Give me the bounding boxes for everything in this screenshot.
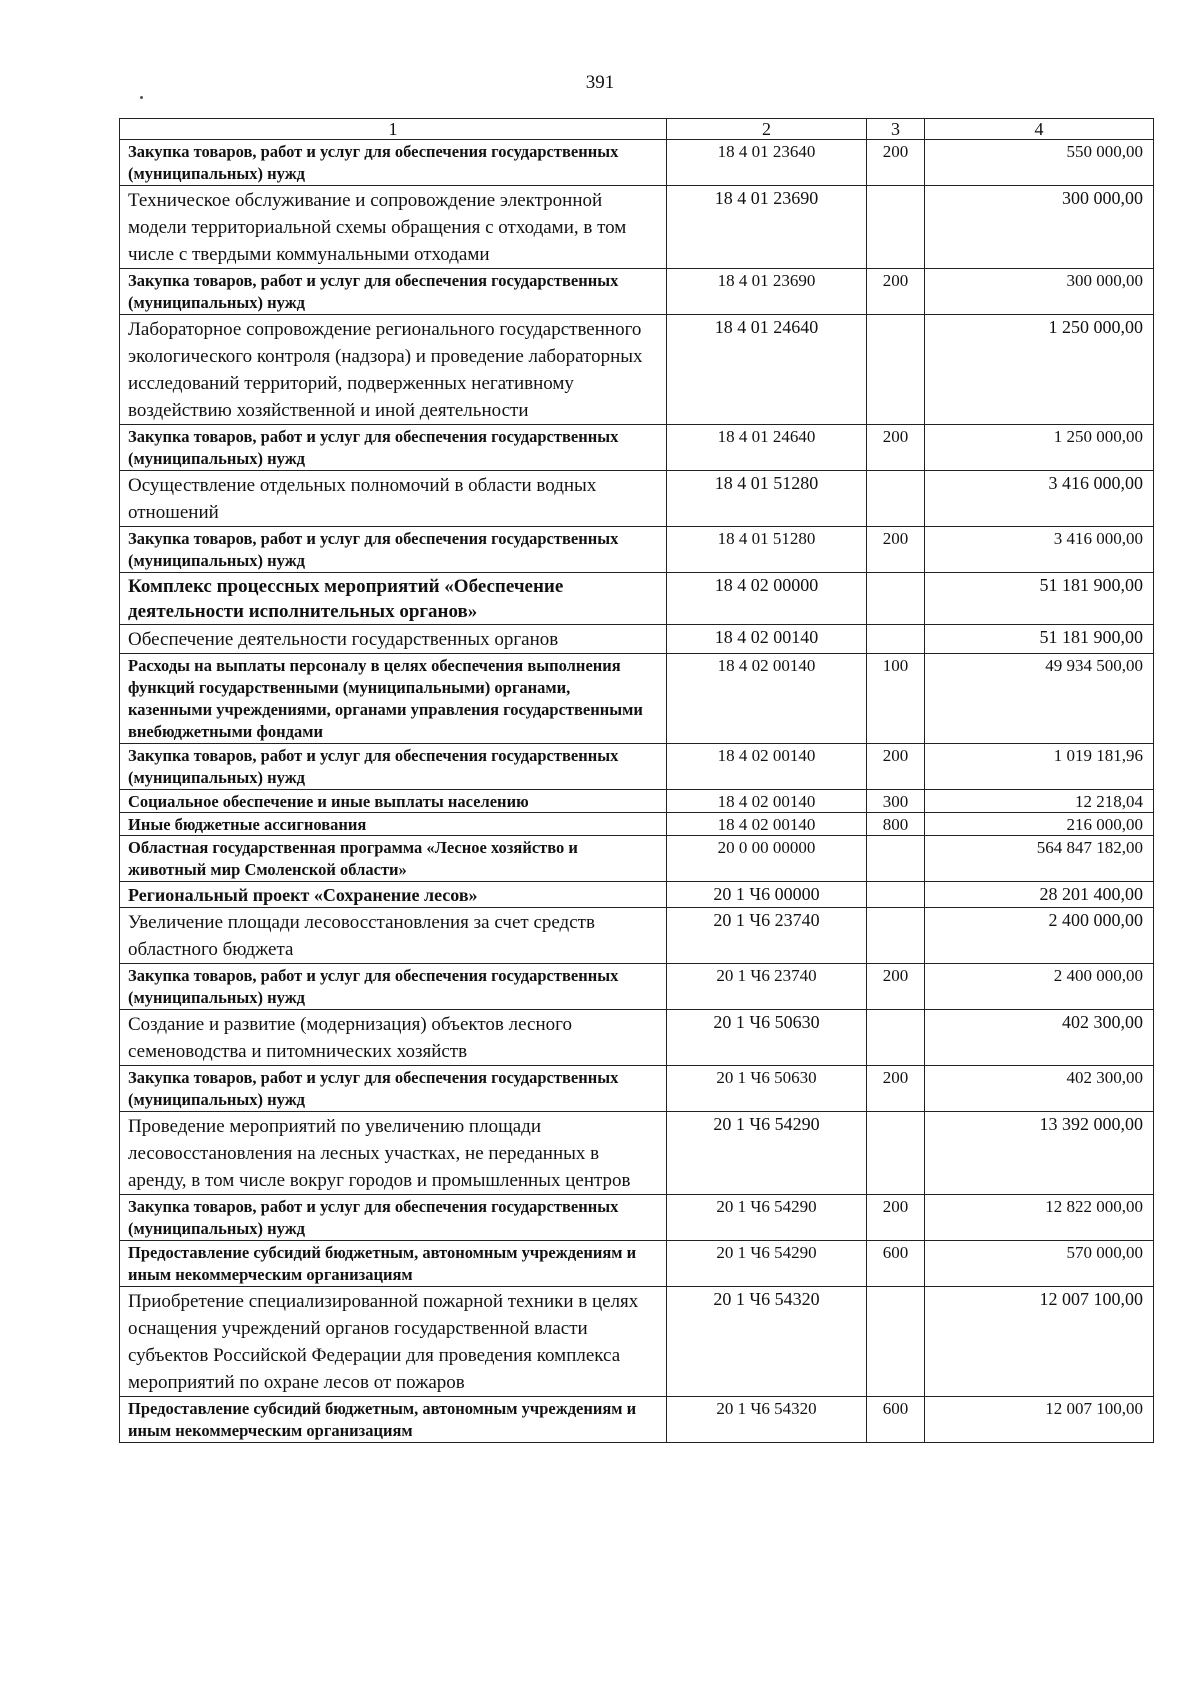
- code-cell: 20 1 Ч6 54290: [667, 1195, 867, 1241]
- amount-cell: 51 181 900,00: [925, 573, 1154, 625]
- table-row: [120, 813, 1154, 836]
- name-cell: Проведение мероприятий по увеличению площади лесовосстановления на лесных участках, не переданных в аренду, в том числе вокруг городов и промышленных центров: [120, 1112, 667, 1195]
- code-cell: 20 1 Ч6 54320: [667, 1287, 867, 1397]
- scan-mark: [140, 96, 143, 99]
- name-cell: Закупка товаров, работ и услуг для обеспечения государственных (муниципальных) нужд: [120, 744, 667, 790]
- page-number: 391: [585, 72, 615, 93]
- name-cell: Закупка товаров, работ и услуг для обеспечения государственных (муниципальных) нужд: [120, 269, 667, 315]
- amount-cell: 2 400 000,00: [925, 908, 1154, 964]
- expense-type-cell: 200: [867, 964, 925, 1010]
- amount-cell: 3 416 000,00: [925, 527, 1154, 573]
- header-col-1: 1: [120, 119, 667, 140]
- expense-type-cell: 200: [867, 140, 925, 186]
- table-header-row: [120, 119, 1154, 140]
- table-row: [120, 1010, 1154, 1066]
- code-cell: 18 4 02 00000: [667, 573, 867, 625]
- expense-type-cell: [867, 908, 925, 964]
- amount-cell: 300 000,00: [925, 186, 1154, 269]
- expense-type-cell: 800: [867, 813, 925, 836]
- expense-type-cell: 200: [867, 269, 925, 315]
- table-row: [120, 964, 1154, 1010]
- expense-type-cell: 200: [867, 744, 925, 790]
- code-cell: 20 0 00 00000: [667, 836, 867, 882]
- expense-type-cell: [867, 625, 925, 654]
- name-cell: Создание и развитие (модернизация) объектов лесного семеноводства и питомнических хозяйств: [120, 1010, 667, 1066]
- name-cell: Комплекс процессных мероприятий «Обеспечение деятельности исполнительных органов»: [120, 573, 667, 625]
- name-cell: Иные бюджетные ассигнования: [120, 813, 667, 836]
- expense-type-cell: [867, 471, 925, 527]
- code-cell: 20 1 Ч6 50630: [667, 1066, 867, 1112]
- name-cell: Региональный проект «Сохранение лесов»: [120, 882, 667, 908]
- code-cell: 20 1 Ч6 23740: [667, 964, 867, 1010]
- table-row: [120, 908, 1154, 964]
- code-cell: 18 4 02 00140: [667, 813, 867, 836]
- table-row: [120, 140, 1154, 186]
- name-cell: Предоставление субсидий бюджетным, автономным учреждениям и иным некоммерческим организациям: [120, 1397, 667, 1443]
- table-row: [120, 836, 1154, 882]
- name-cell: Закупка товаров, работ и услуг для обеспечения государственных (муниципальных) нужд: [120, 425, 667, 471]
- expense-type-cell: [867, 315, 925, 425]
- amount-cell: 570 000,00: [925, 1241, 1154, 1287]
- code-cell: 20 1 Ч6 54290: [667, 1241, 867, 1287]
- name-cell: Закупка товаров, работ и услуг для обеспечения государственных (муниципальных) нужд: [120, 1066, 667, 1112]
- code-cell: 18 4 01 23690: [667, 186, 867, 269]
- amount-cell: 402 300,00: [925, 1010, 1154, 1066]
- amount-cell: 12 218,04: [925, 790, 1154, 813]
- code-cell: 18 4 01 24640: [667, 425, 867, 471]
- header-col-3: 3: [867, 119, 925, 140]
- code-cell: 18 4 01 23690: [667, 269, 867, 315]
- name-cell: Социальное обеспечение и иные выплаты населению: [120, 790, 667, 813]
- code-cell: 18 4 02 00140: [667, 625, 867, 654]
- name-cell: Увеличение площади лесовосстановления за счет средств областного бюджета: [120, 908, 667, 964]
- name-cell: Областная государственная программа «Лесное хозяйство и животный мир Смоленской области»: [120, 836, 667, 882]
- code-cell: 20 1 Ч6 23740: [667, 908, 867, 964]
- expense-type-cell: 100: [867, 654, 925, 744]
- expense-type-cell: 200: [867, 425, 925, 471]
- expense-type-cell: 300: [867, 790, 925, 813]
- amount-cell: 12 007 100,00: [925, 1287, 1154, 1397]
- amount-cell: 3 416 000,00: [925, 471, 1154, 527]
- amount-cell: 300 000,00: [925, 269, 1154, 315]
- expense-type-cell: 600: [867, 1397, 925, 1443]
- budget-table: [119, 118, 1154, 1443]
- name-cell: Техническое обслуживание и сопровождение электронной модели территориальной схемы обращения с отходами, в том числе с твердыми коммунальными отходами: [120, 186, 667, 269]
- amount-cell: 12 007 100,00: [925, 1397, 1154, 1443]
- code-cell: 20 1 Ч6 50630: [667, 1010, 867, 1066]
- expense-type-cell: 600: [867, 1241, 925, 1287]
- table-body: [120, 119, 1154, 1443]
- table-row: [120, 527, 1154, 573]
- code-cell: 20 1 Ч6 00000: [667, 882, 867, 908]
- expense-type-cell: 200: [867, 527, 925, 573]
- table-row: [120, 1287, 1154, 1397]
- amount-cell: 28 201 400,00: [925, 882, 1154, 908]
- expense-type-cell: 200: [867, 1195, 925, 1241]
- name-cell: Закупка товаров, работ и услуг для обеспечения государственных (муниципальных) нужд: [120, 527, 667, 573]
- table-row: [120, 1112, 1154, 1195]
- name-cell: Лабораторное сопровождение регионального государственного экологического контроля (надзора) и проведение лабораторных исследований территорий, подверженных негативному воздействию хозяйственной и иной деятельности: [120, 315, 667, 425]
- table-row: [120, 654, 1154, 744]
- code-cell: 18 4 01 51280: [667, 471, 867, 527]
- name-cell: Расходы на выплаты персоналу в целях обеспечения выполнения функций государственными (муниципальными) органами, казенными учреждениями, органами управления государственными внебюджетными фондами: [120, 654, 667, 744]
- expense-type-cell: [867, 1112, 925, 1195]
- code-cell: 18 4 02 00140: [667, 654, 867, 744]
- table-row: [120, 186, 1154, 269]
- table-row: [120, 315, 1154, 425]
- table-row: [120, 744, 1154, 790]
- amount-cell: 1 019 181,96: [925, 744, 1154, 790]
- name-cell: Приобретение специализированной пожарной техники в целях оснащения учреждений органов государственной власти субъектов Российской Федерации для проведения комплекса мероприятий по охране лесов от пожаров: [120, 1287, 667, 1397]
- table-row: [120, 882, 1154, 908]
- expense-type-cell: [867, 836, 925, 882]
- code-cell: 20 1 Ч6 54320: [667, 1397, 867, 1443]
- table-row: [120, 1195, 1154, 1241]
- name-cell: Закупка товаров, работ и услуг для обеспечения государственных (муниципальных) нужд: [120, 140, 667, 186]
- expense-type-cell: [867, 882, 925, 908]
- table-row: [120, 1241, 1154, 1287]
- expense-type-cell: [867, 1010, 925, 1066]
- amount-cell: 1 250 000,00: [925, 315, 1154, 425]
- name-cell: Обеспечение деятельности государственных органов: [120, 625, 667, 654]
- table-row: [120, 1397, 1154, 1443]
- amount-cell: 216 000,00: [925, 813, 1154, 836]
- code-cell: 18 4 02 00140: [667, 744, 867, 790]
- table-row: [120, 625, 1154, 654]
- table-row: [120, 471, 1154, 527]
- expense-type-cell: [867, 186, 925, 269]
- amount-cell: 564 847 182,00: [925, 836, 1154, 882]
- header-col-4: 4: [925, 119, 1154, 140]
- code-cell: 18 4 01 51280: [667, 527, 867, 573]
- name-cell: Закупка товаров, работ и услуг для обеспечения государственных (муниципальных) нужд: [120, 964, 667, 1010]
- name-cell: Предоставление субсидий бюджетным, автономным учреждениям и иным некоммерческим организациям: [120, 1241, 667, 1287]
- code-cell: 20 1 Ч6 54290: [667, 1112, 867, 1195]
- name-cell: Закупка товаров, работ и услуг для обеспечения государственных (муниципальных) нужд: [120, 1195, 667, 1241]
- amount-cell: 51 181 900,00: [925, 625, 1154, 654]
- expense-type-cell: 200: [867, 1066, 925, 1112]
- amount-cell: 550 000,00: [925, 140, 1154, 186]
- table-row: [120, 269, 1154, 315]
- code-cell: 18 4 01 24640: [667, 315, 867, 425]
- amount-cell: 12 822 000,00: [925, 1195, 1154, 1241]
- table-row: [120, 1066, 1154, 1112]
- header-col-2: 2: [667, 119, 867, 140]
- code-cell: 18 4 01 23640: [667, 140, 867, 186]
- expense-type-cell: [867, 573, 925, 625]
- amount-cell: 49 934 500,00: [925, 654, 1154, 744]
- amount-cell: 13 392 000,00: [925, 1112, 1154, 1195]
- amount-cell: 2 400 000,00: [925, 964, 1154, 1010]
- code-cell: 18 4 02 00140: [667, 790, 867, 813]
- table-row: [120, 425, 1154, 471]
- expense-type-cell: [867, 1287, 925, 1397]
- amount-cell: 402 300,00: [925, 1066, 1154, 1112]
- table-row: [120, 573, 1154, 625]
- table-row: [120, 790, 1154, 813]
- name-cell: Осуществление отдельных полномочий в области водных отношений: [120, 471, 667, 527]
- amount-cell: 1 250 000,00: [925, 425, 1154, 471]
